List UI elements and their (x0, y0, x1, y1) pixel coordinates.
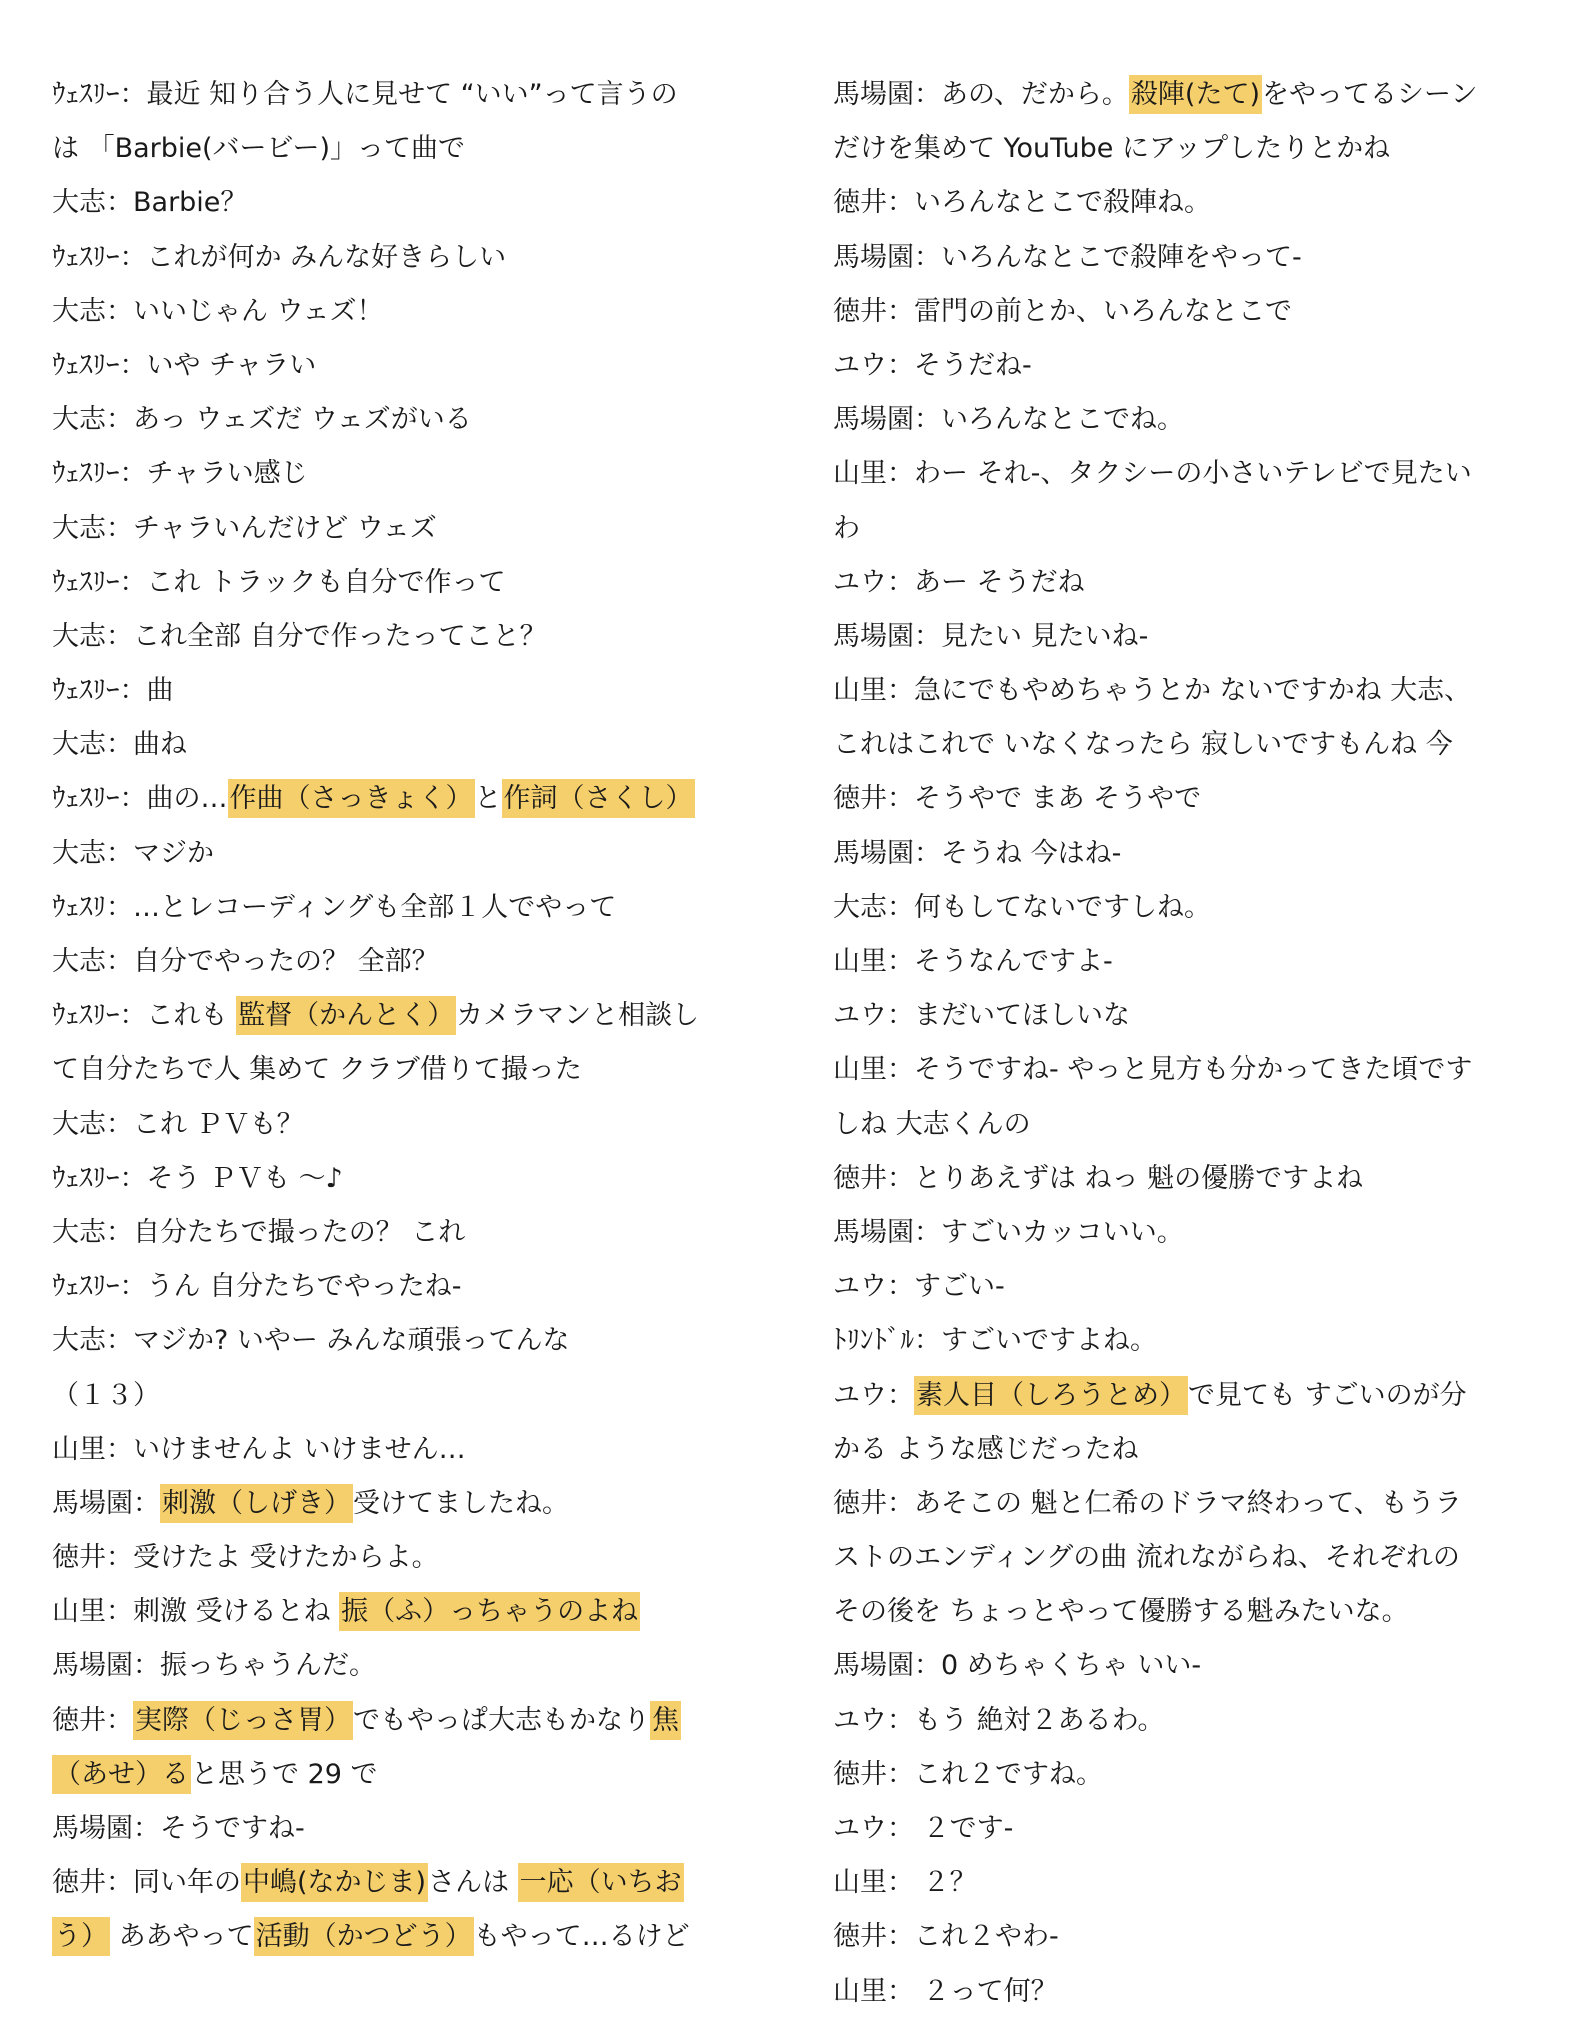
transcript-text: ｳｪｽﾘｰ：うん 自分たちでやったね- (52, 1271, 462, 1303)
transcript-line (833, 1748, 1523, 1802)
transcript-line (52, 1802, 732, 1856)
transcript-text: ｳｪｽﾘｰ：これも (52, 1000, 237, 1032)
transcript-line (52, 772, 732, 826)
transcript-line (833, 989, 1523, 1043)
transcript-text: ｳｪｽﾘｰ：これ トラックも自分で作って (52, 566, 506, 598)
transcript-text: しね 大志くんの (833, 1108, 1031, 1140)
transcript-text: だけを集めて YouTube にアップしたりとかね (833, 133, 1391, 165)
transcript-line (833, 1694, 1523, 1748)
transcript-line (52, 1477, 732, 1531)
transcript-line (52, 1260, 732, 1314)
transcript-line (833, 1585, 1523, 1639)
transcript-line (52, 610, 732, 664)
transcript-text: をやってるシーン (1262, 79, 1478, 110)
transcript-text: 山里：刺激 受けるとね (52, 1596, 340, 1628)
highlighted-term: 素人目（しろうとめ） (914, 1376, 1188, 1415)
transcript-text: 馬場園：すごいカッコいい。 (833, 1216, 1184, 1248)
transcript-line (52, 664, 732, 718)
transcript-text: ユウ： (833, 1379, 914, 1411)
transcript-text: ｳｪｽﾘｰ：曲の… (52, 783, 228, 815)
transcript-text: 馬場園：いろんなとこでね。 (833, 404, 1184, 436)
highlighted-term: う） (52, 1917, 110, 1956)
transcript-line (833, 393, 1523, 447)
transcript-line (833, 1856, 1523, 1910)
transcript-text: 徳井：いろんなとこで殺陣ね。 (833, 187, 1211, 219)
transcript-line (52, 1531, 732, 1585)
transcript-line (833, 881, 1523, 935)
transcript-text: 山里： ２って何？ (833, 1975, 1058, 2007)
transcript-line (52, 1910, 732, 1964)
highlighted-term: 作曲（さっきょく） (228, 779, 475, 818)
transcript-text: 徳井：あそこの 魁と仁希のドラマ終わって、もうラ (833, 1487, 1462, 1519)
transcript-text: 山里：そうですね- やっと見方も分かってきた頃です (833, 1054, 1473, 1086)
transcript-text: その後を ちょっとやって優勝する魁みたいな。 (833, 1596, 1409, 1628)
transcript-line (833, 772, 1523, 826)
highlighted-term: 刺激（しげき） (160, 1484, 353, 1523)
transcript-line (833, 1043, 1523, 1097)
transcript-line (52, 1152, 732, 1206)
highlighted-term: 振（ふ）っちゃうのよね (339, 1592, 640, 1631)
transcript-line (833, 1152, 1523, 1206)
transcript-text: わ (833, 512, 860, 544)
transcript-line (833, 1206, 1523, 1260)
transcript-text: て自分たちで人 集めて クラブ借りて撮った (52, 1054, 582, 1086)
transcript-line (52, 1694, 732, 1748)
transcript-line (833, 827, 1523, 881)
transcript-text: と (474, 783, 502, 815)
transcript-line (52, 1369, 732, 1423)
transcript-text: 馬場園：あの、だから。 (833, 79, 1129, 110)
transcript-text: ユウ：まだいてほしいな (833, 1000, 1130, 1032)
transcript-text: さんは (428, 1867, 518, 1899)
transcript-line (52, 1423, 732, 1477)
transcript-line (833, 1260, 1523, 1314)
transcript-line (833, 339, 1523, 393)
transcript-text: 大志：何もしてないですしね。 (833, 891, 1211, 923)
transcript-line (52, 935, 732, 989)
left-column (52, 68, 732, 1965)
transcript-text: ユウ：もう 絶対２あるわ。 (833, 1704, 1165, 1736)
transcript-line (833, 664, 1523, 718)
transcript-line (833, 68, 1523, 122)
transcript-text: 徳井：受けたよ 受けたからよ。 (52, 1542, 439, 1574)
transcript-text: ｳｪｽﾘｰ：いや チャラい (52, 349, 317, 381)
transcript-text: 徳井：同い年の (52, 1867, 241, 1899)
transcript-line (52, 447, 732, 501)
transcript-text: ｳｪｽﾘｰ：最近 知り合う人に見せて “いい”って言うの (52, 79, 678, 110)
transcript-text: は 「Barbie(バービー)」って曲で (52, 133, 465, 165)
transcript-line (52, 68, 732, 122)
transcript-text: ｳｪｽﾘ：…とレコーディングも全部１人でやって (52, 891, 617, 923)
transcript-text: 大志：チャラいんだけど ウェズ (52, 512, 437, 544)
transcript-line (52, 1748, 732, 1802)
transcript-line (833, 1531, 1523, 1585)
transcript-text: ｳｪｽﾘｰ：これが何か みんな好きらしい (52, 241, 507, 273)
transcript-text: ｳｪｽﾘｰ：曲 (52, 675, 174, 707)
transcript-text: ユウ：すごい- (833, 1271, 1005, 1303)
transcript-text: ｳｪｽﾘｰ：チャラい感じ (52, 458, 308, 490)
transcript-line (833, 1477, 1523, 1531)
transcript-text: これはこれで いなくなったら 寂しいですもんね 今 (833, 729, 1453, 761)
transcript-text: 馬場園：そうね 今はね- (833, 837, 1122, 869)
transcript-line (52, 1043, 732, 1097)
transcript-text: 徳井：雷門の前とか、いろんなとこで (833, 295, 1292, 327)
transcript-line (52, 827, 732, 881)
highlighted-term: 実際（じっさ胃） (133, 1701, 353, 1740)
transcript-line (52, 1314, 732, 1368)
transcript-line (833, 231, 1523, 285)
transcript-line (833, 1314, 1523, 1368)
transcript-text: 徳井： (52, 1704, 133, 1736)
transcript-line (52, 393, 732, 447)
transcript-text: ｳｪｽﾘｰ：そう ＰＶも ～♪ (52, 1162, 343, 1194)
transcript-text: 大志：自分でやったの？ 全部？ (52, 946, 439, 977)
transcript-text: ああやって (110, 1921, 254, 1953)
transcript-line (52, 989, 732, 1043)
right-column (833, 68, 1523, 2019)
transcript-text: ユウ：そうだね- (833, 349, 1032, 381)
transcript-line (52, 122, 732, 176)
transcript-line (52, 718, 732, 772)
highlighted-term: 中嶋(なかじま) (241, 1863, 428, 1902)
transcript-text: かる ような感じだったね (833, 1433, 1139, 1465)
transcript-line (52, 556, 732, 610)
transcript-line (52, 339, 732, 393)
transcript-line (52, 1098, 732, 1152)
transcript-line (833, 1369, 1523, 1423)
transcript-line (52, 881, 732, 935)
transcript-text: 馬場園：そうですね- (52, 1813, 305, 1844)
transcript-line (52, 176, 732, 230)
highlighted-term: 作詞（さくし） (502, 779, 695, 818)
transcript-text: 大志：曲ね (52, 729, 187, 761)
transcript-line (52, 1585, 732, 1639)
transcript-line (833, 556, 1523, 610)
transcript-text: 山里：そうなんですよ- (833, 946, 1113, 977)
transcript-text: 大志：いいじゃん ウェズ！ (52, 295, 384, 327)
transcript-text: と思うで 29 で (191, 1758, 378, 1790)
transcript-line (52, 1856, 732, 1910)
transcript-text: 受けてましたね。 (353, 1487, 569, 1519)
highlighted-term: 一応（いちお (518, 1863, 684, 1902)
highlighted-term: （あせ）る (52, 1755, 191, 1794)
highlighted-term: 監督（かんとく） (236, 996, 456, 1035)
transcript-line (833, 1639, 1523, 1693)
transcript-text: ストのエンディングの曲 流れながらね、それぞれの (833, 1542, 1460, 1574)
transcript-text: 徳井：とりあえずは ねっ 魁の優勝ですよね (833, 1162, 1364, 1194)
transcript-text: 山里：いけませんよ いけません… (52, 1433, 466, 1465)
transcript-text: 大志：マジか (52, 837, 214, 869)
transcript-text: 大志：Barbie？ (52, 187, 248, 219)
transcript-line (833, 935, 1523, 989)
transcript-line (52, 231, 732, 285)
highlighted-term: 焦 (650, 1701, 681, 1740)
transcript-line (833, 1910, 1523, 1964)
transcript-text: 大志：あっ ウェズだ ウェズがいる (52, 404, 472, 436)
transcript-text: 徳井：これ２ですね。 (833, 1758, 1103, 1790)
transcript-text: でもやっぱ大志もかなり (353, 1704, 650, 1736)
transcript-line (52, 285, 732, 339)
transcript-text: 馬場園：いろんなとこで殺陣をやって- (833, 241, 1302, 273)
transcript-text: 山里：急にでもやめちゃうとか ないですかね 大志、 (833, 675, 1472, 707)
transcript-line (833, 502, 1523, 556)
transcript-text: 馬場園：0 めちゃくちゃ いい- (833, 1650, 1202, 1682)
transcript-line (833, 610, 1523, 664)
transcript-text: 馬場園：振っちゃうんだ。 (52, 1650, 376, 1682)
transcript-line (833, 1423, 1523, 1477)
transcript-line (833, 718, 1523, 772)
transcript-text: で見ても すごいのが分 (1188, 1379, 1467, 1411)
transcript-text: 大志：これ ＰＶも？ (52, 1108, 304, 1140)
transcript-text: ユウ：あー そうだね (833, 566, 1085, 598)
transcript-line (833, 122, 1523, 176)
transcript-text: ﾄﾘﾝﾄﾞﾙ：すごいですよね。 (833, 1325, 1157, 1357)
transcript-text: もやって…るけど (473, 1921, 690, 1953)
transcript-line (833, 1965, 1523, 2019)
transcript-line (833, 176, 1523, 230)
transcript-line (833, 447, 1523, 501)
transcript-text: 徳井：これ２やわ- (833, 1921, 1059, 1953)
highlighted-term: 殺陣(たて) (1129, 75, 1262, 114)
transcript-line (52, 1639, 732, 1693)
transcript-text: 大志：マジか? いやー みんな頑張ってんな (52, 1325, 570, 1357)
transcript-text: ユウ： ２です- (833, 1813, 1014, 1844)
transcript-text: 馬場園： (52, 1487, 160, 1519)
transcript-line (833, 285, 1523, 339)
transcript-text: 山里： ２？ (833, 1867, 977, 1899)
transcript-text: 大志：自分たちで撮ったの？ これ (52, 1216, 466, 1248)
transcript-text: 徳井：そうやで まあ そうやで (833, 783, 1202, 815)
transcript-text: 山里：わー それ-、タクシーの小さいテレビで見たい (833, 458, 1472, 490)
transcript-text: カメラマンと相談し (456, 1000, 700, 1032)
transcript-line (833, 1802, 1523, 1856)
transcript-text: 大志：これ全部 自分で作ったってこと？ (52, 620, 547, 652)
transcript-line (833, 1098, 1523, 1152)
transcript-text: 馬場園：見たい 見たいね- (833, 620, 1149, 652)
transcript-text: （１３） (52, 1379, 160, 1411)
transcript-line (52, 502, 732, 556)
transcript-line (52, 1206, 732, 1260)
highlighted-term: 活動（かつどう） (254, 1917, 474, 1956)
